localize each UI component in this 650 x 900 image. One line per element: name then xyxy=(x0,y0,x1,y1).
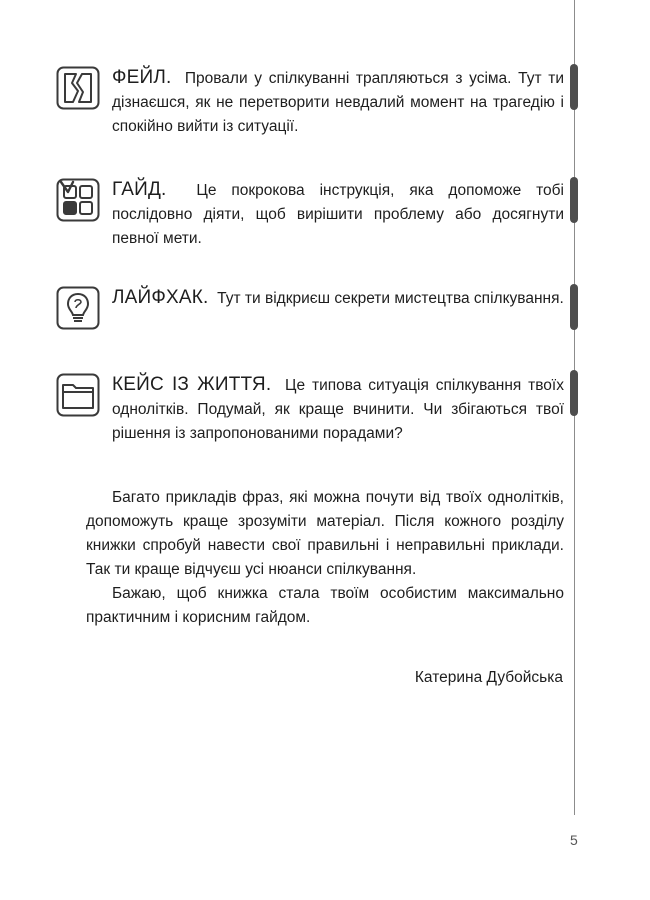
edge-tab xyxy=(570,370,578,416)
legend-title: ЛАЙФХАК. xyxy=(112,287,209,308)
legend-item-case xyxy=(56,373,564,446)
torn-paper-icon xyxy=(56,66,100,110)
edge-tab xyxy=(570,177,578,223)
legend-description: Тут ти відкриєш секрети мистецтва спілкування. xyxy=(217,290,564,307)
paragraph: Бажаю, щоб книжка стала твоїм особистим максимально практичним і корисним гайдом. xyxy=(86,585,564,626)
legend-description: Це покрокова інструкція, яка допоможе тобі послідовно діяти, щоб вирішити проблему або досягнути певної мети. xyxy=(112,182,564,247)
edge-tab xyxy=(570,64,578,110)
edge-tab xyxy=(570,284,578,330)
author-signature: Катерина Дубойська xyxy=(414,669,563,686)
legend-title: ГАЙД. xyxy=(112,179,167,200)
paragraph: Багато прикладів фраз, які можна почути від твоїх однолітків, допоможуть краще зрозуміти матеріал. Після кожного розділу книжки спробуй навести свої правильні і неправильні приклади. Так ти краще відчуєш усі нюанси спілкування. xyxy=(86,489,564,578)
legend-item-fail xyxy=(56,66,564,139)
legend-title: КЕЙС ІЗ ЖИТТЯ. xyxy=(112,374,272,395)
legend-description: Провали у спілкуванні трапляються з усіма. Тут ти дізнаєшся, як не перетворити невдалий момент на трагедію і спокійно вийти із ситуації. xyxy=(112,70,564,135)
legend-title: ФЕЙЛ. xyxy=(112,67,172,88)
intro-text xyxy=(86,486,564,630)
legend-description: Це типова ситуація спілкування твоїх однолітків. Подумай, як краще вчинити. Чи збігаються твої рішення із запропонованими порадами? xyxy=(112,377,564,442)
folder-icon xyxy=(56,373,100,417)
legend-item-guide xyxy=(56,178,564,251)
checklist-grid-icon xyxy=(56,178,100,222)
page-number: 5 xyxy=(570,832,578,848)
legend-item-lifehack xyxy=(56,286,564,311)
lightbulb-icon xyxy=(56,286,100,330)
